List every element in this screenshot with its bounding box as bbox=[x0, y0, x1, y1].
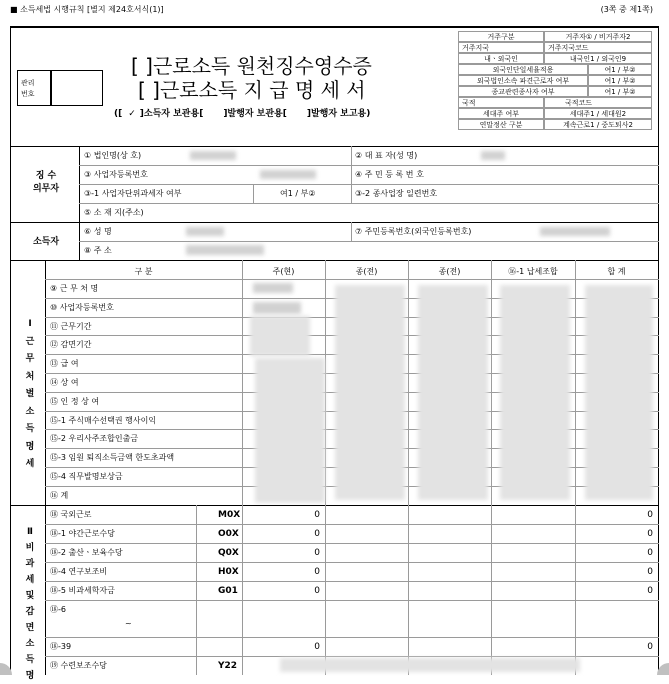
section2-divider bbox=[45, 505, 46, 675]
section1-row-label: ⑮-4 직무발명보상금 bbox=[50, 472, 123, 481]
section2-row-label: ⑱ 국외근로 bbox=[50, 510, 92, 519]
section2-total-value[interactable]: 0 bbox=[647, 547, 653, 558]
col-rule bbox=[491, 260, 492, 505]
col-header-previous1: 종(전) bbox=[355, 267, 378, 276]
unit-taxation-value[interactable]: 여1 / 부② bbox=[280, 189, 316, 198]
info-grid-cell: 내국인1 / 외국인9 bbox=[544, 53, 652, 64]
row-rule bbox=[79, 184, 659, 185]
section2-row-code: Q0X bbox=[218, 547, 239, 558]
info-grid-cell: 내ㆍ외국인 bbox=[458, 53, 544, 64]
section2-current-value[interactable]: 0 bbox=[314, 566, 320, 577]
section2-top-rule bbox=[10, 505, 659, 506]
section2-current-value[interactable]: 0 bbox=[314, 642, 320, 653]
section2-row-code: G01 bbox=[218, 585, 238, 596]
col-rule bbox=[242, 260, 243, 505]
col-rule bbox=[196, 505, 197, 675]
col-header-tax-union: ⑯-1 납세조합 bbox=[508, 267, 558, 276]
info-grid-cell: 연말정산 구분 bbox=[458, 119, 544, 130]
form-top-border bbox=[10, 26, 659, 28]
section1-row-label: ⑭ 상 여 bbox=[50, 378, 79, 387]
earner-label: 소득자 bbox=[32, 237, 60, 247]
info-grid-cell: 여1 / 부② bbox=[588, 86, 652, 97]
section1-divider bbox=[45, 260, 46, 505]
mgmt-number-field[interactable] bbox=[51, 70, 103, 106]
withholder-top-rule bbox=[10, 146, 659, 147]
section2-row-code: M0X bbox=[218, 510, 241, 520]
earner-top-rule bbox=[10, 222, 659, 223]
row-rule bbox=[45, 543, 659, 544]
union-values[interactable] bbox=[500, 285, 570, 500]
earner-id-value[interactable] bbox=[540, 227, 610, 236]
section2-row-code: O0X bbox=[218, 528, 239, 539]
row-rule bbox=[45, 581, 659, 582]
col-rule bbox=[253, 184, 254, 203]
col-rule bbox=[408, 260, 409, 505]
row-rule bbox=[45, 637, 659, 638]
section2-current-value[interactable]: 0 bbox=[314, 585, 320, 596]
form-title-line2: [ ]근로소득 지 급 명 세 서 bbox=[138, 78, 366, 102]
row-rule bbox=[79, 203, 659, 204]
sub-business-label: ③-2 종사업장 일련번호 bbox=[355, 189, 438, 198]
section2-total-value[interactable]: 0 bbox=[647, 585, 653, 596]
info-grid-cell: 거주지국코드 bbox=[544, 42, 652, 53]
mgmt-number-label: 관리 번호 bbox=[21, 79, 35, 98]
form-reference: ■ 소득세법 시행규칙 [별지 제24호서식(1)] bbox=[10, 5, 164, 14]
earner-name-label: ⑥ 성 명 bbox=[84, 227, 112, 236]
section2-row-label: ⑱-1 야간근로수당 bbox=[50, 528, 115, 538]
section1-row-label: ⑫ 감면기간 bbox=[50, 340, 92, 350]
row-rule bbox=[45, 600, 659, 601]
section2-row-code: H0X bbox=[218, 566, 239, 577]
col-header-category: 구 분 bbox=[134, 267, 153, 276]
section1-row-label: ⑯ 계 bbox=[50, 490, 69, 500]
section1-row-label: ⑮ 인 정 상 여 bbox=[50, 396, 100, 406]
col-header-previous2: 종(전) bbox=[438, 267, 461, 276]
section1-label: Ⅰ 근 무 처 별 소 득 명 세 bbox=[25, 319, 35, 469]
section2-row-label: ⑱-6 bbox=[50, 604, 66, 614]
col-rule bbox=[325, 505, 326, 675]
col-rule bbox=[351, 222, 352, 241]
section2-row-label: ~ bbox=[125, 619, 132, 629]
training-allowance-values[interactable] bbox=[280, 658, 580, 672]
copy-designation bbox=[114, 110, 370, 119]
col-rule bbox=[491, 505, 492, 675]
earner-id-label: ⑦ 주민등록번호(외국인등록번호) bbox=[355, 227, 472, 236]
company-name-value[interactable] bbox=[190, 151, 236, 160]
section1-top-rule bbox=[10, 260, 659, 261]
info-grid-cell: 외국법인소속 파견근로자 여부 bbox=[458, 75, 588, 86]
page-indicator: (3쪽 중 제1쪽) bbox=[600, 5, 653, 14]
section2-total-value[interactable]: 0 bbox=[647, 642, 653, 653]
withholding-receipt-form bbox=[10, 0, 659, 681]
section2-current-value[interactable]: 0 bbox=[314, 547, 320, 558]
section2-row-label: ⑱-4 연구보조비 bbox=[50, 566, 108, 576]
row-rule bbox=[45, 279, 659, 280]
work-period-value[interactable] bbox=[250, 316, 310, 356]
info-grid-cell: 여1 / 부② bbox=[588, 64, 652, 75]
workplace-value[interactable] bbox=[253, 283, 293, 293]
copy-open: ([ bbox=[114, 109, 123, 119]
row-rule bbox=[45, 562, 659, 563]
col-rule bbox=[242, 505, 243, 675]
section1-row-label: ⑬ 급 여 bbox=[50, 359, 79, 369]
info-grid-cell: 세대주1 / 세대원2 bbox=[544, 108, 652, 119]
representative-value[interactable] bbox=[481, 151, 505, 160]
earner-name-value[interactable] bbox=[186, 227, 224, 236]
section2-current-value[interactable]: 0 bbox=[314, 528, 320, 539]
info-grid-cell: 국적 bbox=[458, 97, 544, 108]
row-rule bbox=[79, 241, 659, 242]
earner-address-label: ⑧ 주 소 bbox=[84, 246, 112, 255]
section1-row-label: ⑮-1 주식매수선택권 행사이익 bbox=[50, 415, 157, 425]
section1-row-label: ⑩ 사업자등록번호 bbox=[50, 302, 114, 312]
copy-earner: ]소득자 보관용[ bbox=[139, 109, 204, 119]
section2-label: Ⅱ 비 과 세 및 감 면 소 득 명 bbox=[25, 527, 35, 681]
col-header-current: 주(현) bbox=[272, 267, 295, 276]
form-left-border bbox=[10, 26, 11, 675]
company-name-label: ① 법인명(상 호) bbox=[84, 151, 142, 160]
section2-row-label: ⑱-39 bbox=[50, 642, 72, 652]
prev2-values[interactable] bbox=[418, 285, 488, 500]
section1-row-label: ⑮-3 임원 퇴직소득금액 한도초과액 bbox=[50, 453, 175, 463]
business-reg-value[interactable] bbox=[260, 170, 316, 179]
section2-row-label: ⑱-5 비과세학자금 bbox=[50, 585, 115, 595]
check-mark-icon[interactable]: ✓ bbox=[128, 109, 136, 119]
info-grid-cell: 외국인단일세율적용 bbox=[458, 64, 588, 75]
info-grid-cell: 거주구분 bbox=[458, 31, 544, 42]
info-grid-cell: 국적코드 bbox=[544, 97, 652, 108]
info-grid-cell: 종교관련종사자 여부 bbox=[458, 86, 588, 97]
earner-address-value[interactable] bbox=[186, 245, 264, 255]
section1-row-label: ⑨ 근 무 처 명 bbox=[50, 284, 99, 293]
col-rule bbox=[575, 260, 576, 505]
representative-label: ② 대 표 자(성 명) bbox=[355, 151, 418, 160]
info-grid-cell: 거주지국 bbox=[458, 42, 544, 53]
section2-total-value[interactable]: 0 bbox=[647, 528, 653, 539]
section2-total-value[interactable]: 0 bbox=[647, 510, 653, 520]
info-grid-cell: 여1 / 부② bbox=[588, 75, 652, 86]
col-rule bbox=[408, 505, 409, 675]
section1-row-label: ⑮-2 우리사주조합인출금 bbox=[50, 434, 139, 444]
info-grid-cell: 계속근로1 / 중도퇴사2 bbox=[544, 119, 652, 130]
unit-taxation-label: ③-1 사업자단위과세자 여부 bbox=[84, 189, 182, 198]
form-right-border bbox=[658, 26, 659, 675]
section2-row-label: ⑲ 수련보조수당 bbox=[50, 661, 107, 671]
resident-reg-label: ④ 주 민 등 록 번 호 bbox=[355, 170, 424, 179]
info-grid-cell: 거주자① / 비거주자2 bbox=[544, 31, 652, 42]
biz-number-value[interactable] bbox=[253, 302, 301, 314]
col-rule bbox=[325, 260, 326, 505]
prev1-values[interactable] bbox=[335, 285, 405, 500]
section2-row-code: Y22 bbox=[218, 661, 238, 672]
total-values[interactable] bbox=[585, 285, 653, 500]
section1-row-label: ⑪ 근무기간 bbox=[50, 321, 92, 331]
address-label: ⑤ 소 재 지(주소) bbox=[84, 208, 144, 217]
form-title-line1: [ ]근로소득 원천징수영수증 bbox=[131, 54, 372, 78]
section2-total-value[interactable]: 0 bbox=[647, 566, 653, 577]
row-rule bbox=[79, 165, 659, 166]
withholder-label: 징 수 의무자 bbox=[32, 171, 60, 194]
col-rule bbox=[351, 146, 352, 203]
section2-row-label: ⑱-2 출산ㆍ보육수당 bbox=[50, 547, 123, 557]
row-rule bbox=[45, 524, 659, 525]
col-header-total: 합 계 bbox=[607, 267, 626, 276]
section2-current-value[interactable]: 0 bbox=[314, 510, 320, 520]
info-grid-cell: 세대주 여부 bbox=[458, 108, 544, 119]
col-rule bbox=[575, 505, 576, 675]
business-reg-label: ③ 사업자등록번호 bbox=[84, 170, 148, 179]
copy-issuer: ]발행자 보관용[ bbox=[223, 109, 287, 119]
amount-values[interactable] bbox=[255, 358, 325, 503]
copy-report: ]발행자 보고용) bbox=[306, 109, 371, 119]
